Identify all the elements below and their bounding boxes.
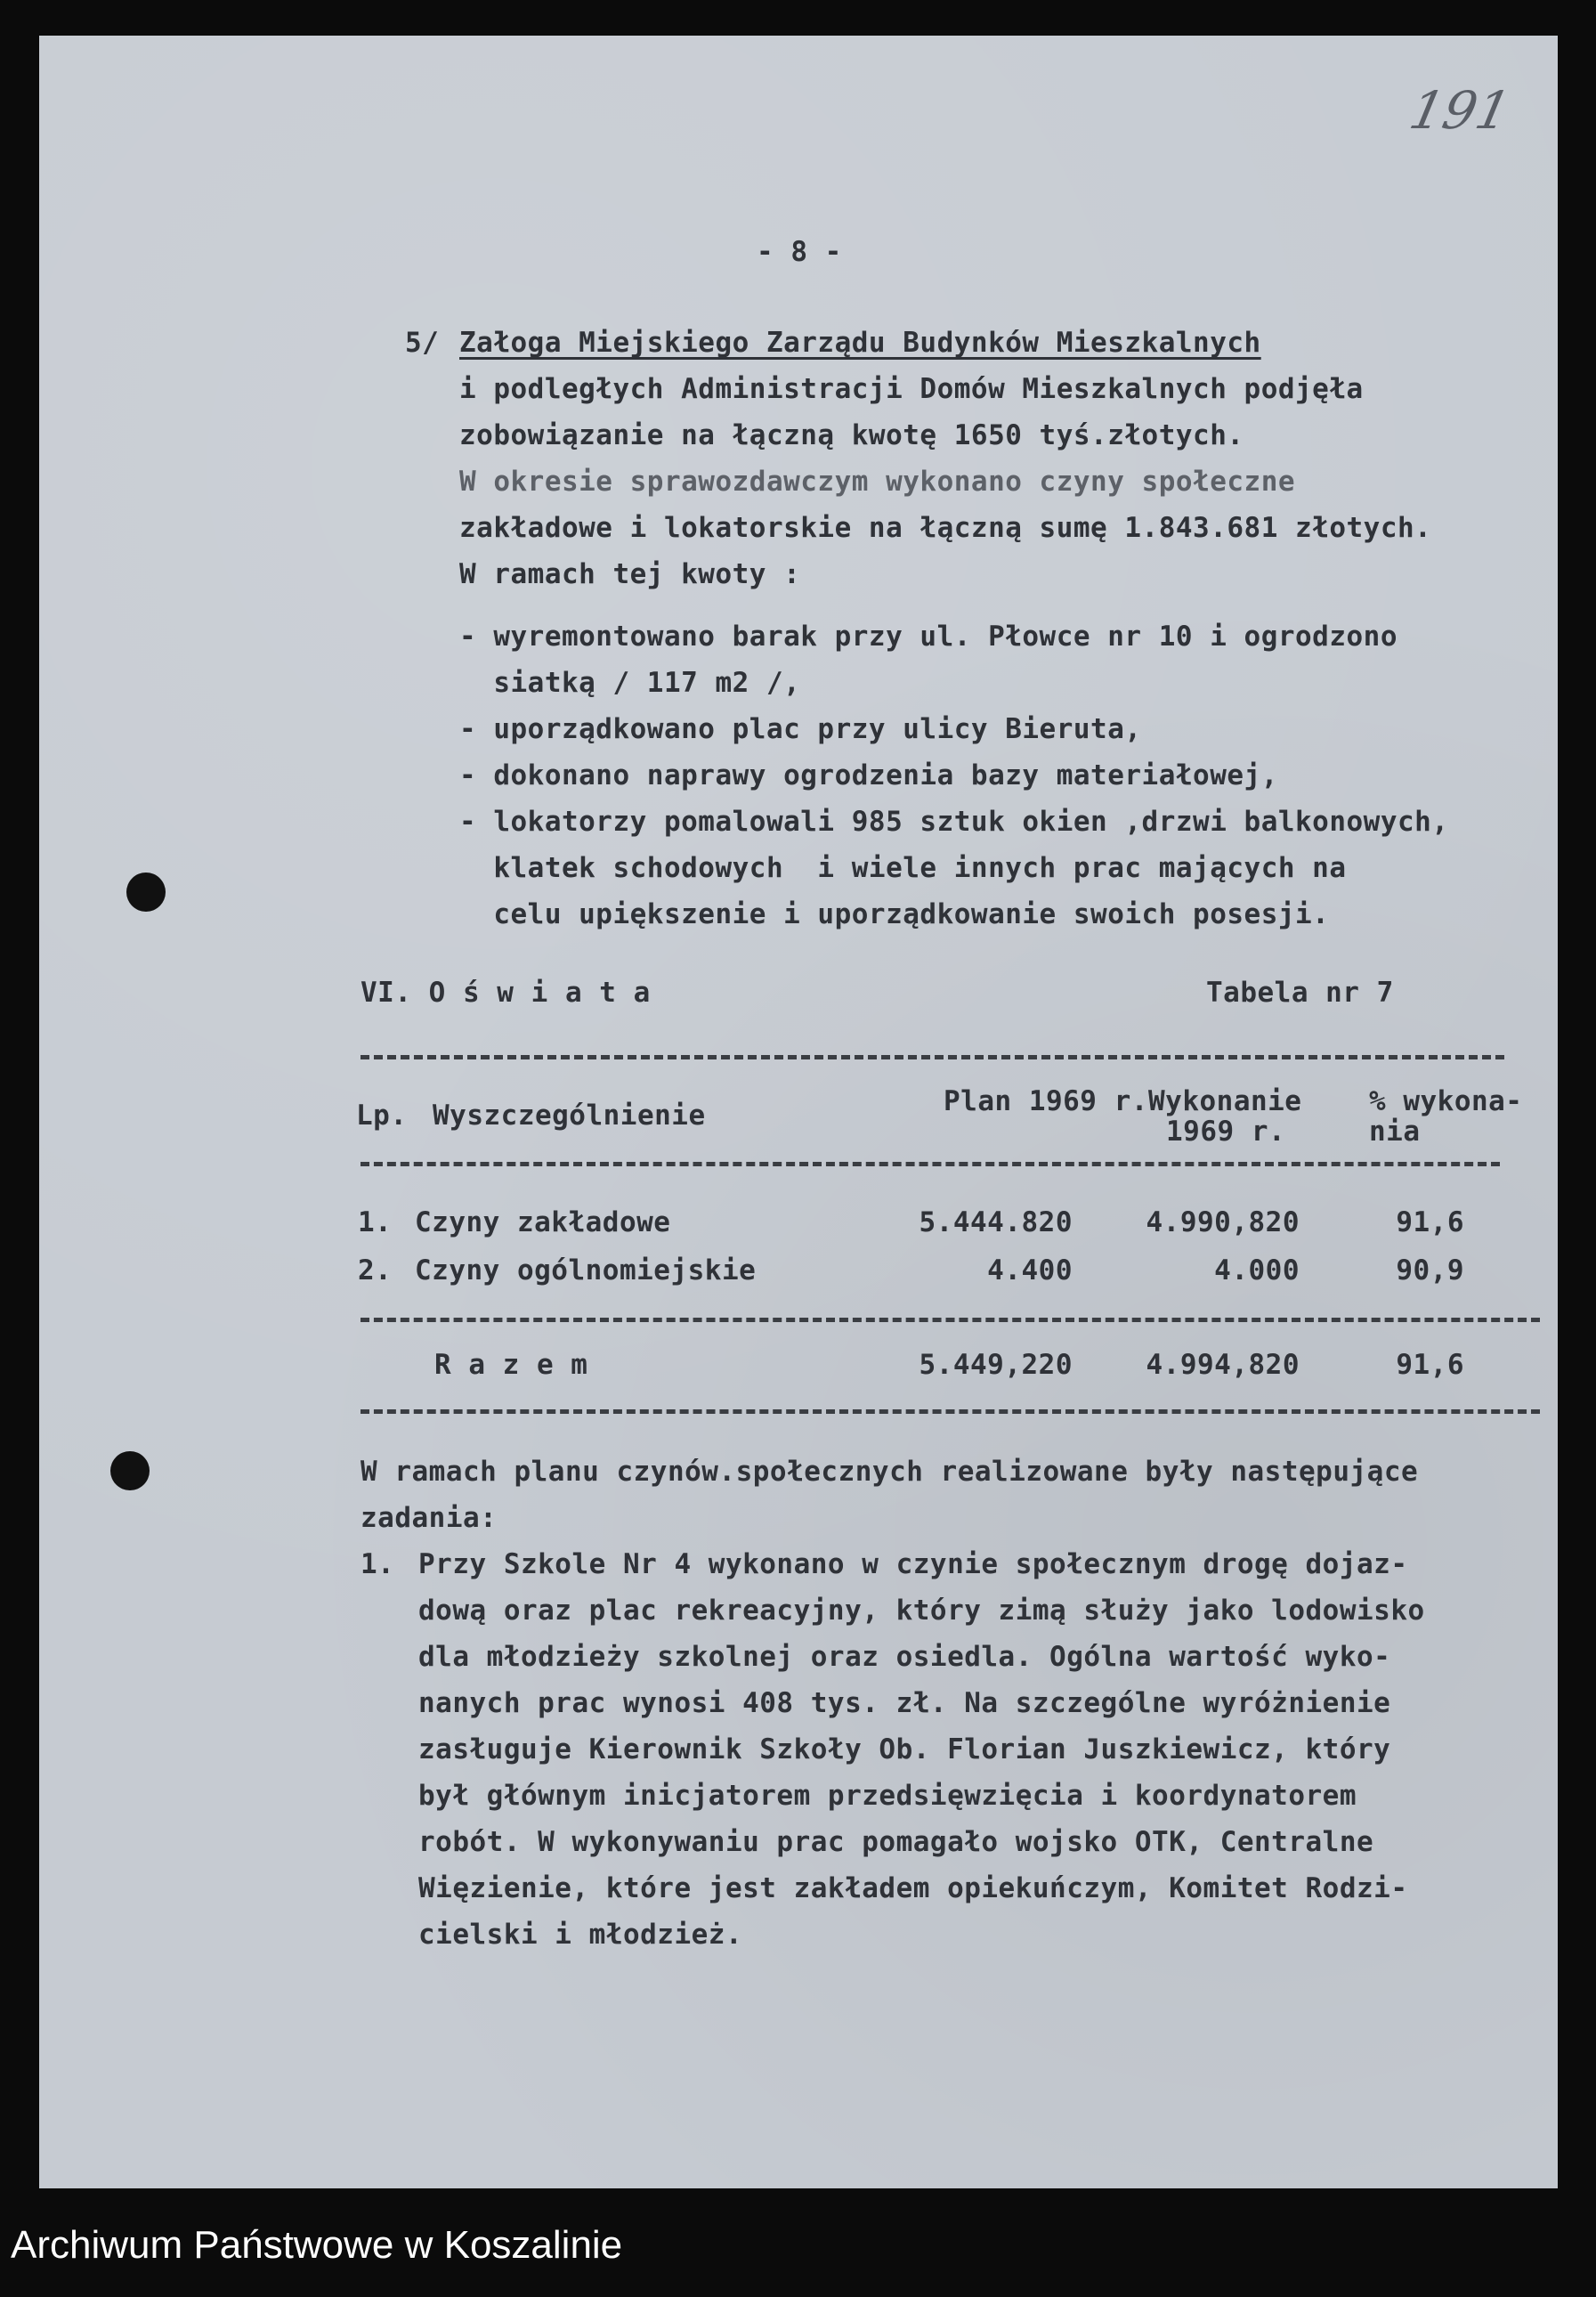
table-row-exec: 4.990,820 — [1146, 1206, 1300, 1238]
bullet-line: - dokonano naprawy ogrodzenia bazy materiałowej, — [459, 759, 1278, 791]
section6-intro: W ramach planu czynów.społecznych realizowane były następujące — [361, 1456, 1419, 1488]
section5-number: 5/ — [405, 327, 440, 359]
section5-line: zobowiązanie na łączną kwotę 1650 tyś.złotych. — [459, 419, 1244, 451]
table-rule-bottom — [361, 1409, 1540, 1414]
bullet-line: - lokatorzy pomalowali 985 sztuk okien ,drzwi balkonowych, — [459, 806, 1449, 838]
table-row-pct: 91,6 — [1396, 1206, 1464, 1238]
table-header-plan: Plan 1969 r. — [944, 1085, 1148, 1117]
item1-line: dową oraz plac rekreacyjny, który zimą służy jako lodowisko — [418, 1595, 1425, 1627]
item1-line: dla młodzieży szkolnej oraz osiedla. Ogólna wartość wyko- — [418, 1641, 1391, 1673]
table-rule-header — [361, 1162, 1500, 1166]
item1-line: Przy Szkole Nr 4 wykonano w czynie społecznym drogę dojaz- — [418, 1548, 1408, 1580]
item1-line: cielski i młodzież. — [418, 1919, 743, 1951]
table-total-pct: 91,6 — [1396, 1349, 1464, 1381]
table-total-label: R a z e m — [434, 1349, 588, 1381]
table-total-exec: 4.994,820 — [1146, 1349, 1300, 1381]
punch-hole-upper — [126, 873, 166, 912]
bullet-line: - wyremontowano barak przy ul. Płowce nr 10 i ogrodzono — [459, 621, 1398, 653]
section5-line: i podległych Administracji Domów Mieszkalnych podjęła — [459, 373, 1364, 405]
section5-line: zakładowe i lokatorskie na łączną sumę 1.843.681 złotych. — [459, 512, 1432, 544]
table-rule-total — [361, 1318, 1540, 1322]
table-row-exec: 4.000 — [1214, 1254, 1300, 1286]
section6-heading: VI. O ś w i a t a — [361, 977, 651, 1009]
section5-line: W ramach tej kwoty : — [459, 558, 801, 590]
punch-hole-lower — [110, 1451, 150, 1490]
table-row-item: Czyny zakładowe — [415, 1206, 671, 1238]
section6-intro: zadania: — [361, 1502, 498, 1534]
bullet-line: klatek schodowych i wiele innych prac mających na — [459, 852, 1347, 884]
table-header-item: Wyszczególnienie — [433, 1100, 706, 1132]
table-header-lp: Lp. — [356, 1100, 408, 1132]
bullet-line: celu upiększenie i uporządkowanie swoich posesji. — [459, 898, 1330, 930]
archive-page-number: 191 — [1404, 80, 1516, 141]
item1-line: nanych prac wynosi 408 tys. zł. Na szczególne wyróżnienie — [418, 1687, 1391, 1719]
table-row-lp: 1. — [358, 1206, 393, 1238]
table-total-plan: 5.449,220 — [919, 1349, 1073, 1381]
table-header-exec: Wykonanie — [1148, 1085, 1302, 1117]
table-header-pct: % wykona- — [1369, 1085, 1523, 1117]
bullet-line: siatką / 117 m2 /, — [459, 667, 801, 699]
section5-title: Załoga Miejskiego Zarządu Budynków Mieszkalnych — [459, 327, 1261, 359]
item1-line: był głównym inicjatorem przedsięwzięcia i koordynatorem — [418, 1780, 1357, 1812]
table-rule-top — [361, 1055, 1504, 1059]
item1-line: robót. W wykonywaniu prac pomagało wojsko OTK, Centralne — [418, 1826, 1374, 1858]
item1-line: zasługuje Kierownik Szkoły Ob. Florian Juszkiewicz, który — [418, 1733, 1391, 1765]
page-marker: - 8 - — [757, 236, 842, 268]
archive-caption: Archiwum Państwowe w Koszalinie — [11, 2223, 623, 2267]
bullet-line: - uporządkowano plac przy ulicy Bieruta, — [459, 713, 1142, 745]
item1-line: Więzienie, które jest zakładem opiekuńczym, Komitet Rodzi- — [418, 1872, 1408, 1904]
section5-line: W okresie sprawozdawczym wykonano czyny społeczne — [459, 466, 1296, 498]
table-header-pct: nia — [1369, 1116, 1421, 1148]
table-row-item: Czyny ogólnomiejskie — [415, 1254, 757, 1286]
table-row-plan: 4.400 — [987, 1254, 1073, 1286]
table-label: Tabela nr 7 — [1206, 977, 1394, 1009]
table-row-lp: 2. — [358, 1254, 393, 1286]
table-row-pct: 90,9 — [1396, 1254, 1464, 1286]
item1-number: 1. — [361, 1548, 395, 1580]
table-row-plan: 5.444.820 — [919, 1206, 1073, 1238]
table-header-exec: 1969 r. — [1166, 1116, 1286, 1148]
